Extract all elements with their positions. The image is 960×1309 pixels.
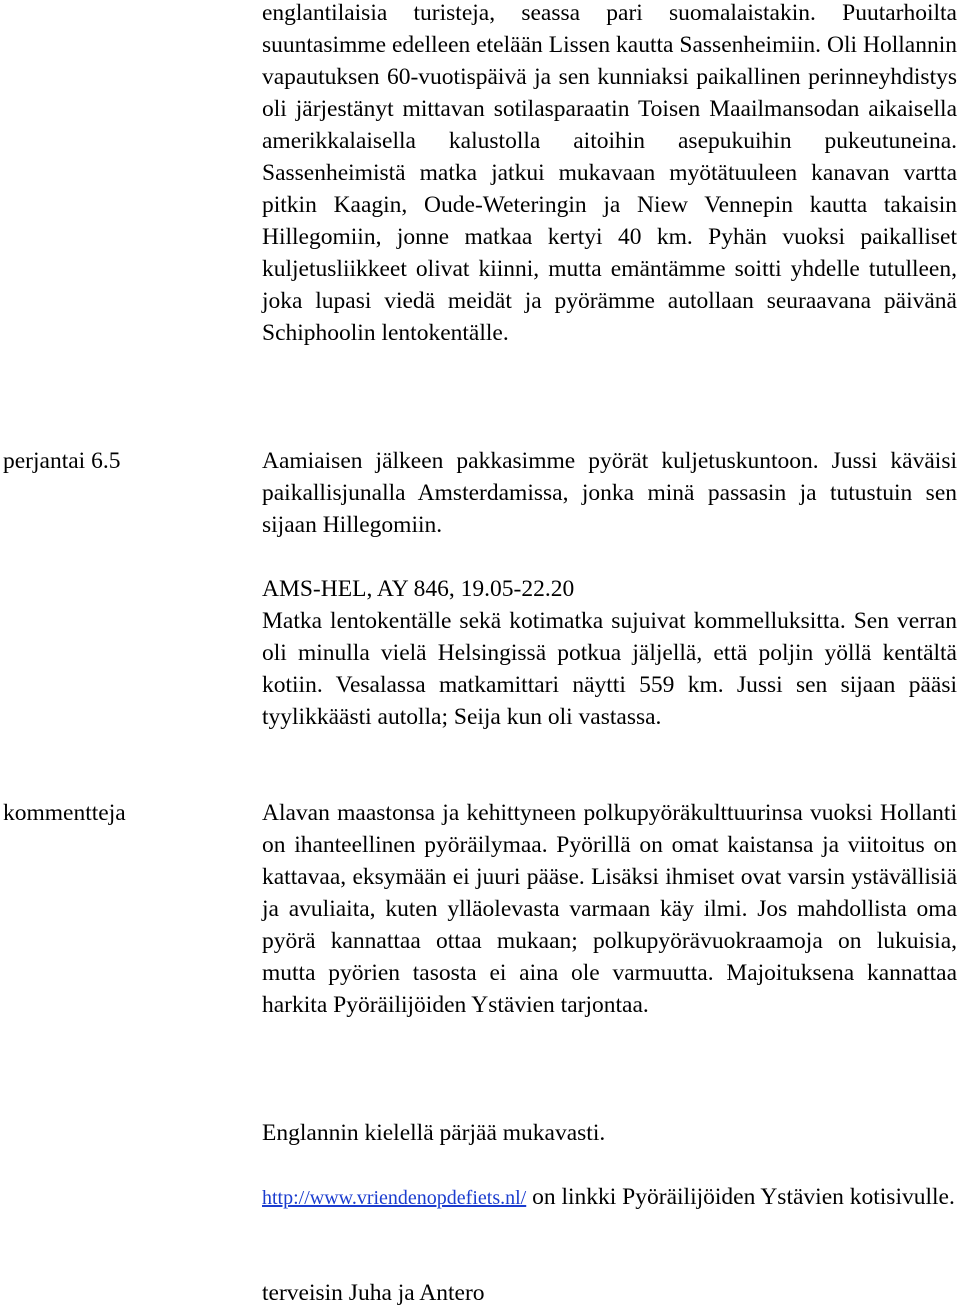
flight-info: AMS-HEL, AY 846, 19.05-22.20 [262, 576, 575, 602]
comments-label: kommentteja [3, 800, 126, 826]
comments-paragraph: Alavan maastonsa ja kehittyneen polkupyöräkulttuurinsa vuoksi Hollanti on ihanteellinen pyöräilymaa. Pyörillä on omat kaistansa ja viitoitus on kattavaa, eksymään ei juuri pääse. Lisäksi ihmiset ovat varsin ystävällisiä ja avuliaita, kuten ylläolevasta varmaan käy ilmi. Jos mahdollista oma pyörä kannattaa ottaa mukaan; polkupyörävuokraamoja on lukuisia, mutta pyörien tasosta ei aina ole varmuutta. Majoituksena kannattaa harkita Pyöräilijöiden Ystävien tarjontaa. [262, 800, 957, 1018]
homecoming-paragraph: Matka lentokentälle sekä kotimatka sujuivat kommelluksitta. Sen verran oli minulla vielä Helsingissä potkua jäljellä, että poljin yöllä kentältä kotiin. Vesalassa matkamittari näytti 559 km. Jussi sen sijaan pääsi tyylikkäästi autolla; Seija kun oli vastassa. [262, 608, 957, 730]
vriendenopdefiets-link[interactable]: http://www.vriendenopdefiets.nl/ [262, 1187, 527, 1209]
english-note: Englannin kielellä pärjää mukavasti. [262, 1120, 606, 1146]
link-description: on linkki Pyöräilijöiden Ystävien kotisivulle. [526, 1184, 955, 1210]
signature: terveisin Juha ja Antero [262, 1280, 485, 1306]
continuation-paragraph: englantilaisia turisteja, seassa pari suomalaistakin. Puutarhoilta suuntasimme edelleen etelään Lissen kautta Sassenheimiin. Oli Hollannin vapautuksen 60-vuotispäivä ja sen kunniaksi paikallinen perinneyhdistys oli järjestänyt mittavan sotilasparaatin Toisen Maailmansodan aikaisella amerikkalaisella kalustolla aitoihin asepukuihin pukeutuneina. Sassenheimistä matka jatkui mukavaan myötätuuleen kanavan vartta pitkin Kaagin, Oude-Weteringin ja Niew Vennepin kautta takaisin Hillegomiin, jonne matkaa kertyi 40 km. Pyhän vuoksi paikalliset kuljetusliikkeet olivat kiinni, mutta emäntämme soitti yhdelle tutulleen, joka lupasi viedä meidät ja pyörämme autollaan seuraavana päivänä Schiphoolin lentokentälle. [262, 0, 957, 346]
friday-paragraph: Aamiaisen jälkeen pakkasimme pyörät kuljetuskuntoon. Jussi käväisi paikallisjunalla Amsterdamissa, jonka minä passasin ja tutustuin sen sijaan Hillegomiin. [262, 448, 957, 538]
link-paragraph [262, 1181, 957, 1214]
date-label-friday: perjantai 6.5 [3, 448, 121, 474]
